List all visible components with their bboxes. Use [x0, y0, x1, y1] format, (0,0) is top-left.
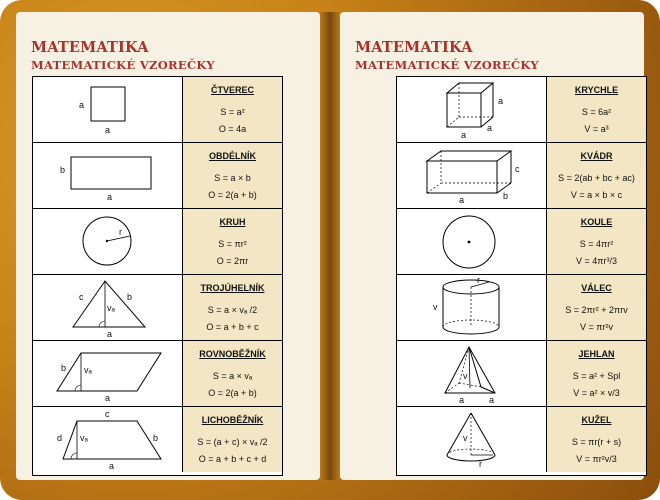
cone-figure: [397, 407, 547, 472]
formula-surface: S = πr(r + s): [571, 437, 622, 447]
formula-area: S = a × b: [214, 173, 251, 183]
sphere-info: [547, 209, 646, 274]
cylinder-figure: [397, 275, 547, 340]
shape-name: JEHLAN: [578, 349, 615, 359]
rectangle-diagram: [33, 143, 182, 208]
cuboid-diagram: [397, 143, 546, 208]
formula-perimeter: O = 2πr: [216, 256, 249, 266]
rectangle-figure: [33, 143, 183, 208]
triangle-label-c: c: [79, 292, 84, 302]
cuboid-label-a: a: [459, 195, 465, 205]
formula-volume: V = a × b × c: [570, 190, 623, 200]
page-title: MATEMATIKA: [355, 39, 473, 56]
circle-info: [183, 209, 282, 274]
cylinder-info: [547, 275, 646, 340]
cylinder-label-v: v: [433, 302, 438, 312]
cube-label-width: a: [461, 130, 467, 140]
shape-row-rectangle: [33, 143, 282, 209]
pyramid-label-a1: a: [459, 395, 465, 405]
formula-perimeter: O = 2(a + b): [208, 388, 257, 398]
cuboid-info: [547, 143, 646, 208]
shape-row-sphere: [397, 209, 646, 275]
trapezoid-label-b: b: [153, 433, 159, 443]
rectangle-info: [183, 143, 282, 208]
shape-name: KOULE: [580, 217, 613, 227]
formula-surface: S = a² + Spl: [572, 371, 621, 381]
rectangle-label-side: b: [60, 165, 66, 175]
triangle-label-b: b: [127, 292, 133, 302]
shape-name: KRUH: [219, 217, 246, 227]
trapezoid-figure: [33, 407, 183, 472]
formula-area: S = (a + c) × vₐ /2: [197, 437, 268, 447]
shape-row-cone: [397, 407, 646, 472]
parallelogram-info: [183, 341, 282, 406]
trapezoid-label-d: d: [57, 433, 63, 443]
shape-name: LICHOBĚŽNÍK: [201, 415, 264, 425]
shape-name: KUŽEL: [581, 415, 612, 425]
formula-volume: V = a² × v/3: [573, 388, 620, 398]
shape-name: OBDÉLNÍK: [209, 151, 256, 161]
cone-diagram: [397, 407, 546, 472]
cube-diagram: [397, 77, 546, 142]
formula-area: S = a × vₐ /2: [207, 305, 258, 315]
shape-row-cuboid: [397, 143, 646, 209]
right-page: [340, 12, 644, 480]
page-title: MATEMATIKA: [31, 39, 149, 56]
formula-perimeter: O = a + b + c + d: [198, 454, 267, 464]
shape-row-cube: [397, 77, 646, 143]
formula-surface: S = 2(ab + bc + ac): [558, 173, 635, 183]
page-subtitle: MATEMATICKÉ VZOREČKY: [355, 58, 539, 72]
formula-surface: S = 4πr²: [579, 239, 614, 249]
circle-label-radius: r: [119, 227, 122, 237]
formula-surface: S = 2πr² + 2πrv: [565, 305, 628, 315]
shape-name: KVÁDR: [580, 151, 613, 161]
shape-row-square: [33, 77, 282, 143]
pyramid-label-v: v: [463, 371, 468, 381]
trapezoid-label-c: c: [105, 409, 110, 419]
shape-row-circle: [33, 209, 282, 275]
triangle-label-a: a: [107, 329, 113, 339]
shape-row-trapezoid: [33, 407, 282, 472]
triangle-figure: [33, 275, 183, 340]
parallelogram-label-va: vₐ: [84, 365, 92, 375]
square-figure: [33, 77, 183, 142]
cube-info: [547, 77, 646, 142]
circle-diagram: [33, 209, 182, 274]
shape-name: ČTVEREC: [210, 85, 254, 95]
pyramid-diagram: [397, 341, 546, 406]
parallelogram-figure: [33, 341, 183, 406]
pyramid-label-a2: a: [489, 395, 495, 405]
shape-name: KRYCHLE: [574, 85, 619, 95]
square-info: [183, 77, 282, 142]
triangle-diagram: [33, 275, 182, 340]
trapezoid-label-va: vₐ: [80, 433, 88, 443]
formula-area: S = a × vₐ: [212, 371, 253, 381]
formula-perimeter: O = 4a: [218, 124, 247, 134]
cube-label-depth: a: [487, 123, 493, 133]
square-diagram: [33, 77, 182, 142]
parallelogram-label-a: a: [105, 393, 111, 403]
formula-table: [32, 76, 283, 476]
cone-info: [547, 407, 646, 472]
formula-table: [396, 76, 647, 476]
trapezoid-diagram: [33, 407, 182, 472]
sphere-figure: [397, 209, 547, 274]
formula-area: S = a²: [220, 107, 245, 117]
shape-name: ROVNOBĚŽNÍK: [199, 349, 266, 359]
formula-area: S = πr²: [218, 239, 247, 249]
formula-volume: V = 4πr³/3: [576, 256, 617, 266]
trapezoid-label-a: a: [109, 461, 115, 471]
triangle-info: [183, 275, 282, 340]
shape-row-parallelogram: [33, 341, 282, 407]
formula-volume: V = a³: [584, 124, 609, 134]
shape-name: VÁLEC: [581, 283, 612, 293]
formula-perimeter: O = a + b + c: [206, 322, 259, 332]
parallelogram-diagram: [33, 341, 182, 406]
rectangle-label-bottom: a: [107, 192, 113, 202]
triangle-label-va: vₐ: [107, 303, 115, 313]
shape-row-triangle: [33, 275, 282, 341]
trapezoid-info: [183, 407, 282, 472]
left-page: [16, 12, 320, 480]
shape-row-pyramid: [397, 341, 646, 407]
formula-volume: V = πr²v/3: [576, 454, 617, 464]
square-label-bottom: a: [105, 125, 111, 135]
cube-label-height: a: [498, 96, 504, 106]
formula-volume: V = πr²v: [580, 322, 613, 332]
cube-figure: [397, 77, 547, 142]
sphere-diagram: [397, 209, 546, 274]
formula-surface: S = 6a²: [581, 107, 612, 117]
pyramid-figure: [397, 341, 547, 406]
shape-row-cylinder: [397, 275, 646, 341]
pyramid-info: [547, 341, 646, 406]
circle-figure: [33, 209, 183, 274]
cuboid-label-b: b: [503, 191, 509, 201]
cone-label-v: v: [463, 433, 468, 443]
square-label-side: a: [79, 100, 85, 110]
parallelogram-label-b: b: [61, 363, 67, 373]
cuboid-figure: [397, 143, 547, 208]
cylinder-label-r: r: [477, 275, 480, 285]
shape-name: TROJÚHELNÍK: [200, 283, 265, 293]
formula-perimeter: O = 2(a + b): [208, 190, 257, 200]
book-spine: [320, 12, 340, 480]
cylinder-diagram: [397, 275, 546, 340]
page-subtitle: MATEMATICKÉ VZOREČKY: [31, 58, 215, 72]
cone-label-r: r: [479, 459, 482, 469]
cuboid-label-c: c: [515, 164, 520, 174]
